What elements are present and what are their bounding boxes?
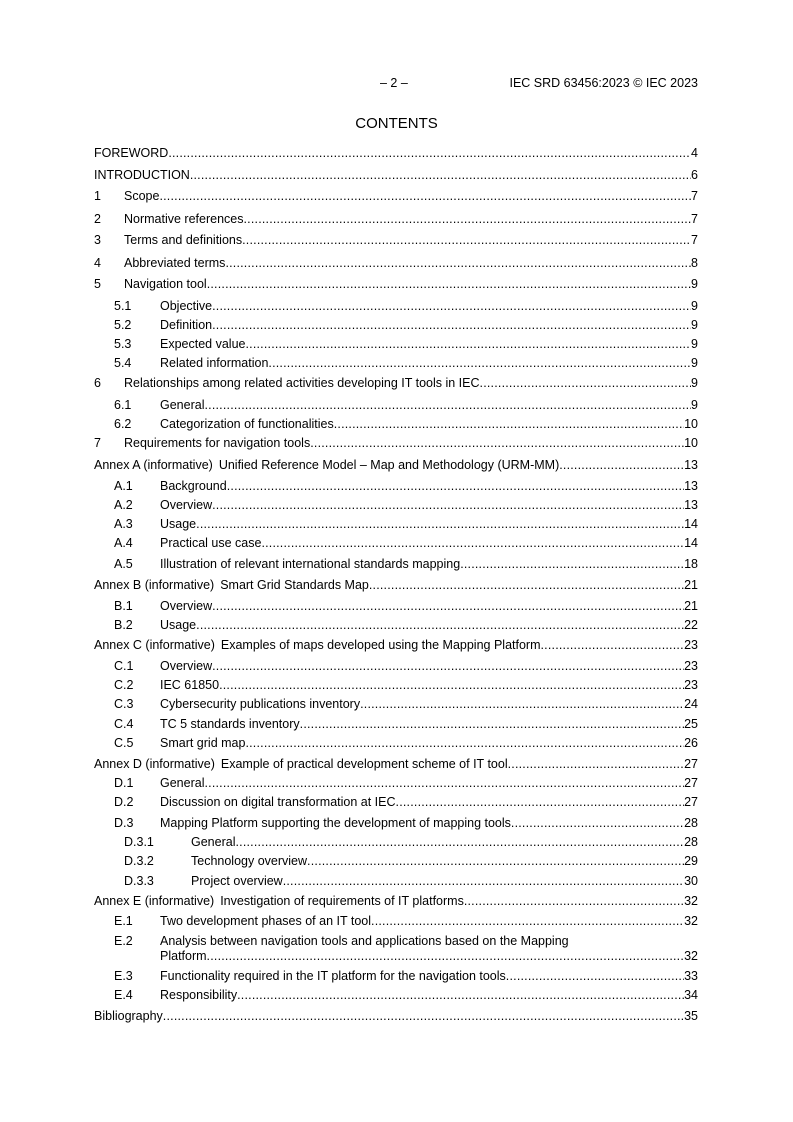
toc-entry-title: Unified Reference Model – Map and Methodology (URM-MM) xyxy=(218,458,560,472)
toc-entry xyxy=(94,988,698,1003)
toc-entry-title: Related information xyxy=(160,356,269,370)
toc-entry-title: TC 5 standards inventory xyxy=(160,717,300,731)
toc-entry-title: General xyxy=(191,835,236,849)
leader-dots xyxy=(237,988,684,1003)
toc-entry-page: 18 xyxy=(684,557,698,571)
toc-entry-number: A.2 xyxy=(114,498,133,512)
toc-entry xyxy=(94,854,698,869)
leader-dots xyxy=(227,479,684,494)
toc-entry xyxy=(94,874,698,889)
toc-entry-title: Requirements for navigation tools xyxy=(124,436,311,450)
toc-entry-title: IEC 61850 xyxy=(160,678,220,692)
toc-entry-title: General xyxy=(160,398,205,412)
toc-entry-title: Illustration of relevant international standards mapping xyxy=(160,557,461,571)
toc-entry-number: E.2 xyxy=(114,934,133,948)
leader-dots xyxy=(245,337,691,352)
toc-entry-title: General xyxy=(160,776,205,790)
toc-entry-title: Abbreviated terms xyxy=(124,256,226,270)
toc-entry xyxy=(94,256,698,271)
toc-entry xyxy=(94,536,698,551)
toc-entry xyxy=(94,894,698,909)
leader-dots xyxy=(369,578,684,593)
toc-entry-page: 24 xyxy=(684,697,698,711)
toc-entry-page: 7 xyxy=(691,233,698,247)
toc-entry-page: 27 xyxy=(684,795,698,809)
toc-entry-page: 32 xyxy=(684,914,698,928)
leader-dots xyxy=(212,659,684,674)
toc-entry-number: D.1 xyxy=(114,776,134,790)
leader-dots xyxy=(212,498,684,513)
toc-entry-page: 21 xyxy=(684,599,698,613)
toc-entry-title: Functionality required in the IT platform for the navigation tools xyxy=(160,969,506,983)
leader-dots xyxy=(511,816,684,831)
toc-entry-title: Two development phases of an IT tool xyxy=(160,914,372,928)
toc-entry xyxy=(94,599,698,614)
toc-entry-title: Mapping Platform supporting the development of mapping tools xyxy=(160,816,511,830)
toc-entry-title: Project overview xyxy=(191,874,283,888)
toc-entry xyxy=(94,233,698,248)
toc-entry-title: Definition xyxy=(160,318,213,332)
toc-entry xyxy=(94,398,698,413)
toc-entry-number: 6 xyxy=(94,376,101,390)
leader-dots xyxy=(506,969,684,984)
toc-entry xyxy=(94,458,698,473)
toc-entry xyxy=(94,659,698,674)
toc-entry xyxy=(94,578,698,593)
toc-entry-title: INTRODUCTION xyxy=(94,168,190,182)
toc-entry-number: E.3 xyxy=(114,969,133,983)
toc-entry-page: 32 xyxy=(684,894,698,908)
toc-entry-page: 23 xyxy=(684,678,698,692)
toc-entry-title: Technology overview xyxy=(191,854,308,868)
toc-entry-title: Objective xyxy=(160,299,213,313)
toc-entry-title: Terms and definitions xyxy=(124,233,243,247)
toc-entry-number: 6.2 xyxy=(114,417,132,431)
leader-dots xyxy=(159,189,691,204)
toc-entry xyxy=(94,816,698,831)
toc-entry-title: Responsibility xyxy=(160,988,238,1002)
leader-dots xyxy=(310,436,684,451)
toc-entry xyxy=(94,212,698,227)
toc-entry-title: Practical use case xyxy=(160,536,262,550)
leader-dots xyxy=(196,517,684,532)
toc-entry-page: 32 xyxy=(684,949,698,963)
toc-entry-title: Overview xyxy=(160,599,213,613)
toc-entry-page: 9 xyxy=(691,398,698,412)
toc-entry xyxy=(94,189,698,204)
toc-entry-number: A.5 xyxy=(114,557,133,571)
toc-entry-page: 9 xyxy=(691,299,698,313)
toc-entry xyxy=(94,618,698,633)
toc-entry-number: A.3 xyxy=(114,517,133,531)
toc-entry-page: 9 xyxy=(691,337,698,351)
toc-entry-title: Expected value xyxy=(160,337,246,351)
toc-entry-number: C.3 xyxy=(114,697,134,711)
toc-entry-page: 34 xyxy=(684,988,698,1002)
leader-dots xyxy=(168,146,691,161)
toc-entry-title: Usage xyxy=(160,517,197,531)
toc-entry-page: 28 xyxy=(684,816,698,830)
leader-dots xyxy=(196,618,684,633)
toc-entry-title: Smart grid map xyxy=(160,736,246,750)
toc-entry xyxy=(94,356,698,371)
toc-entry-title: Analysis between navigation tools and applications based on the Mapping xyxy=(160,934,569,948)
toc-entry-number: D.2 xyxy=(114,795,134,809)
leader-dots xyxy=(360,697,684,712)
toc-entry xyxy=(94,638,698,653)
toc-entry xyxy=(94,337,698,352)
toc-entry xyxy=(94,697,698,712)
toc-entry-page: 23 xyxy=(684,638,698,652)
toc-entry-number: E.1 xyxy=(114,914,133,928)
toc-entry xyxy=(94,934,698,964)
toc-entry-page: 28 xyxy=(684,835,698,849)
toc-entry-page: 21 xyxy=(684,578,698,592)
leader-dots xyxy=(283,874,684,889)
toc-entry xyxy=(94,776,698,791)
toc-entry-title: Example of practical development scheme of IT tool xyxy=(220,757,508,771)
toc-entry-title: Discussion on digital transformation at IEC xyxy=(160,795,396,809)
leader-dots xyxy=(212,299,691,314)
toc-entry-number: E.4 xyxy=(114,988,133,1002)
toc-title: CONTENTS xyxy=(355,115,438,132)
toc-entry-title: Examples of maps developed using the Mapping Platform xyxy=(220,638,541,652)
toc-entry-page: 9 xyxy=(691,356,698,370)
toc-entry-number: Annex C (informative) xyxy=(94,638,215,652)
toc-entry-title: Smart Grid Standards Map xyxy=(220,578,369,592)
toc-entry-page: 10 xyxy=(684,436,698,450)
leader-dots xyxy=(371,914,684,929)
leader-dots xyxy=(207,949,685,964)
leader-dots xyxy=(163,1009,684,1024)
toc-entry-page: 10 xyxy=(684,417,698,431)
toc-entry xyxy=(94,376,698,391)
toc-entry-page: 26 xyxy=(684,736,698,750)
toc-entry-page: 29 xyxy=(684,854,698,868)
toc-entry-number: 2 xyxy=(94,212,101,226)
leader-dots xyxy=(245,736,684,751)
toc-entry-number: 1 xyxy=(94,189,101,203)
toc-entry-page: 35 xyxy=(684,1009,698,1023)
toc-entry-number: D.3.3 xyxy=(124,874,154,888)
leader-dots xyxy=(235,835,684,850)
toc-entry xyxy=(94,436,698,451)
toc-entry xyxy=(94,678,698,693)
leader-dots xyxy=(207,277,691,292)
toc-entry-title-continued: Platform xyxy=(160,949,207,963)
leader-dots xyxy=(244,212,692,227)
toc-entry-number: A.1 xyxy=(114,479,133,493)
toc-entry-number: C.4 xyxy=(114,717,134,731)
leader-dots xyxy=(300,717,684,732)
toc-entry-title: Categorization of functionalities xyxy=(160,417,334,431)
leader-dots xyxy=(268,356,691,371)
toc-entry-number: C.1 xyxy=(114,659,134,673)
toc-entry xyxy=(94,299,698,314)
toc-entry-page: 7 xyxy=(691,189,698,203)
toc-entry-page: 9 xyxy=(691,376,698,390)
toc-entry-page: 6 xyxy=(691,168,698,182)
toc-entry-page: 13 xyxy=(684,479,698,493)
toc-entry-number: 5 xyxy=(94,277,101,291)
leader-dots xyxy=(508,757,685,772)
toc-entry-title: FOREWORD xyxy=(94,146,169,160)
toc-entry-title: Background xyxy=(160,479,227,493)
toc-entry-page: 27 xyxy=(684,757,698,771)
leader-dots xyxy=(190,168,691,183)
toc-entry-title: Investigation of requirements of IT platforms xyxy=(220,894,464,908)
toc-entry-page: 25 xyxy=(684,717,698,731)
toc-entry xyxy=(94,146,698,161)
toc-entry-page: 7 xyxy=(691,212,698,226)
toc-entry xyxy=(94,914,698,929)
toc-entry-page: 14 xyxy=(684,536,698,550)
toc-entry-number: Annex E (informative) xyxy=(94,894,215,908)
toc-entry-page: 9 xyxy=(691,277,698,291)
toc-entry-number: A.4 xyxy=(114,536,133,550)
leader-dots xyxy=(204,398,691,413)
toc-entry-title: Relationships among related activities developing IT tools in IEC xyxy=(124,376,480,390)
toc-entry-page: 8 xyxy=(691,256,698,270)
leader-dots xyxy=(307,854,684,869)
toc-entry-title: Overview xyxy=(160,659,213,673)
leader-dots xyxy=(559,458,684,473)
toc-entry-number: 7 xyxy=(94,436,101,450)
toc-entry-number: 5.3 xyxy=(114,337,132,351)
toc-entry xyxy=(94,479,698,494)
toc-entry xyxy=(94,835,698,850)
leader-dots xyxy=(219,678,684,693)
toc-entry-title: Bibliography xyxy=(94,1009,163,1023)
toc-entry xyxy=(94,168,698,183)
page-number: – 2 – xyxy=(380,76,408,90)
toc-entry-number: Annex D (informative) xyxy=(94,757,215,771)
toc-entry-page: 4 xyxy=(691,146,698,160)
toc-entry-number: 5.2 xyxy=(114,318,132,332)
leader-dots xyxy=(212,318,691,333)
toc-entry xyxy=(94,969,698,984)
page-header xyxy=(94,76,698,92)
toc-entry-number: C.2 xyxy=(114,678,134,692)
toc-entry-number: 4 xyxy=(94,256,101,270)
toc-entry-number: Annex B (informative) xyxy=(94,578,215,592)
leader-dots xyxy=(396,795,685,810)
toc-entry-number: D.3 xyxy=(114,816,134,830)
toc-entry-number: D.3.2 xyxy=(124,854,154,868)
leader-dots xyxy=(334,417,684,432)
leader-dots xyxy=(212,599,684,614)
toc-entry-page: 30 xyxy=(684,874,698,888)
toc-entry-page: 33 xyxy=(684,969,698,983)
toc-entry xyxy=(94,717,698,732)
toc-entry-page: 14 xyxy=(684,517,698,531)
toc-entry xyxy=(94,318,698,333)
toc-entry-number: 3 xyxy=(94,233,101,247)
toc-entry xyxy=(94,736,698,751)
toc-entry-number: C.5 xyxy=(114,736,134,750)
leader-dots xyxy=(242,233,691,248)
toc-entry-number: Annex A (informative) xyxy=(94,458,213,472)
leader-dots xyxy=(464,894,684,909)
toc-entry-number: B.2 xyxy=(114,618,133,632)
toc-entry-title: Scope xyxy=(124,189,160,203)
toc-entry-title: Usage xyxy=(160,618,197,632)
toc-entry-title: Overview xyxy=(160,498,213,512)
toc-entry-page: 13 xyxy=(684,498,698,512)
toc-entry-number: 5.4 xyxy=(114,356,132,370)
document-reference: IEC SRD 63456:2023 © IEC 2023 xyxy=(509,76,698,90)
toc-entry-page: 9 xyxy=(691,318,698,332)
toc-entry xyxy=(94,557,698,572)
toc-entry-page: 23 xyxy=(684,659,698,673)
leader-dots xyxy=(225,256,691,271)
toc-entry xyxy=(94,1009,698,1024)
leader-dots xyxy=(261,536,684,551)
toc-entry xyxy=(94,417,698,432)
toc-entry-page: 22 xyxy=(684,618,698,632)
toc-entry-page: 13 xyxy=(684,458,698,472)
toc-entry xyxy=(94,517,698,532)
toc-entry-title: Normative references xyxy=(124,212,244,226)
leader-dots xyxy=(460,557,684,572)
leader-dots xyxy=(204,776,684,791)
toc-entry-number: D.3.1 xyxy=(124,835,154,849)
leader-dots xyxy=(541,638,685,653)
toc-entry xyxy=(94,498,698,513)
toc-entry-number: B.1 xyxy=(114,599,133,613)
toc-entry-number: 5.1 xyxy=(114,299,132,313)
toc-entry xyxy=(94,757,698,772)
toc-entry-number: 6.1 xyxy=(114,398,132,412)
toc-entry-title: Navigation tool xyxy=(124,277,207,291)
toc-entry xyxy=(94,277,698,292)
leader-dots xyxy=(480,376,692,391)
toc-entry-title: Cybersecurity publications inventory xyxy=(160,697,361,711)
toc-entry xyxy=(94,795,698,810)
toc-entry-page: 27 xyxy=(684,776,698,790)
